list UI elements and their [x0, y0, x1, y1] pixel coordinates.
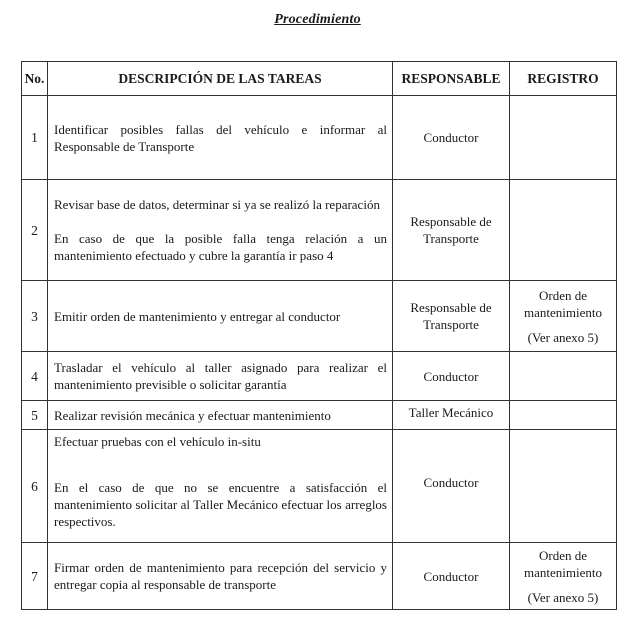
header-description: DESCRIPCIÓN DE LAS TAREAS	[48, 62, 393, 96]
record-reference: (Ver anexo 5)	[527, 329, 599, 345]
task-record	[510, 180, 617, 281]
task-description-text: Emitir orden de mantenimiento y entregar al conductor	[54, 308, 341, 324]
task-description-text: Realizar revisión mecánica y efectuar mantenimiento	[54, 407, 331, 423]
task-record	[510, 430, 617, 543]
task-description-text: Revisar base de datos, determinar si ya se realizó la reparación	[54, 197, 380, 212]
page-title: Procedimiento	[274, 12, 361, 27]
task-description	[48, 430, 393, 543]
task-responsible: Conductor	[393, 352, 510, 401]
row-number: 2	[22, 180, 48, 281]
task-responsible: Responsable de Transporte	[393, 281, 510, 352]
row-number: 1	[22, 96, 48, 180]
task-description	[48, 352, 393, 401]
table-row	[22, 96, 617, 180]
table-header-row	[22, 62, 617, 96]
row-number: 7	[22, 543, 48, 610]
task-description-text: Trasladar el vehículo al taller asignado para realizar el mantenimiento previsible o solicitar garantía	[54, 360, 387, 392]
task-responsible: Taller Mecánico	[393, 401, 510, 430]
task-record	[510, 543, 617, 610]
table-row	[22, 281, 617, 352]
record-document: Orden de mantenimiento	[524, 547, 602, 580]
task-description	[48, 401, 393, 430]
table-row	[22, 430, 617, 543]
procedure-table	[21, 61, 617, 610]
task-description	[48, 96, 393, 180]
task-description-text: Firmar orden de mantenimiento para recepción del servicio y entregar copia al responsable de transporte	[54, 560, 387, 592]
table-row	[22, 543, 617, 610]
task-description-note: En el caso de que no se encuentre a satisfacción el mantenimiento solicitar al Taller Mecánico efectuar los arreglos respectivos.	[54, 480, 387, 529]
task-description	[48, 281, 393, 352]
row-number: 4	[22, 352, 48, 401]
task-description	[48, 543, 393, 610]
row-number: 6	[22, 430, 48, 543]
record-document: Orden de mantenimiento	[524, 287, 602, 320]
table-row	[22, 401, 617, 430]
table-row	[22, 352, 617, 401]
header-record: REGISTRO	[510, 62, 617, 96]
task-responsible: Conductor	[393, 96, 510, 180]
record-reference: (Ver anexo 5)	[527, 589, 599, 605]
task-description	[48, 180, 393, 281]
row-number: 5	[22, 401, 48, 430]
task-responsible: Conductor	[393, 543, 510, 610]
task-description-note: En caso de que la posible falla tenga relación a un mantenimiento efectuado y cubre la garantía ir paso 4	[54, 231, 387, 263]
task-description-text: Efectuar pruebas con el vehículo in-situ	[54, 434, 261, 449]
task-responsible: Conductor	[393, 430, 510, 543]
task-record	[510, 352, 617, 401]
header-responsible: RESPONSABLE	[393, 62, 510, 96]
table-row	[22, 180, 617, 281]
header-no: No.	[22, 62, 48, 96]
task-description-text: Identificar posibles fallas del vehículo e informar al Responsable de Transporte	[54, 121, 387, 154]
task-record	[510, 281, 617, 352]
task-responsible: Responsable de Transporte	[393, 180, 510, 281]
row-number: 3	[22, 281, 48, 352]
task-record	[510, 96, 617, 180]
task-record	[510, 401, 617, 430]
